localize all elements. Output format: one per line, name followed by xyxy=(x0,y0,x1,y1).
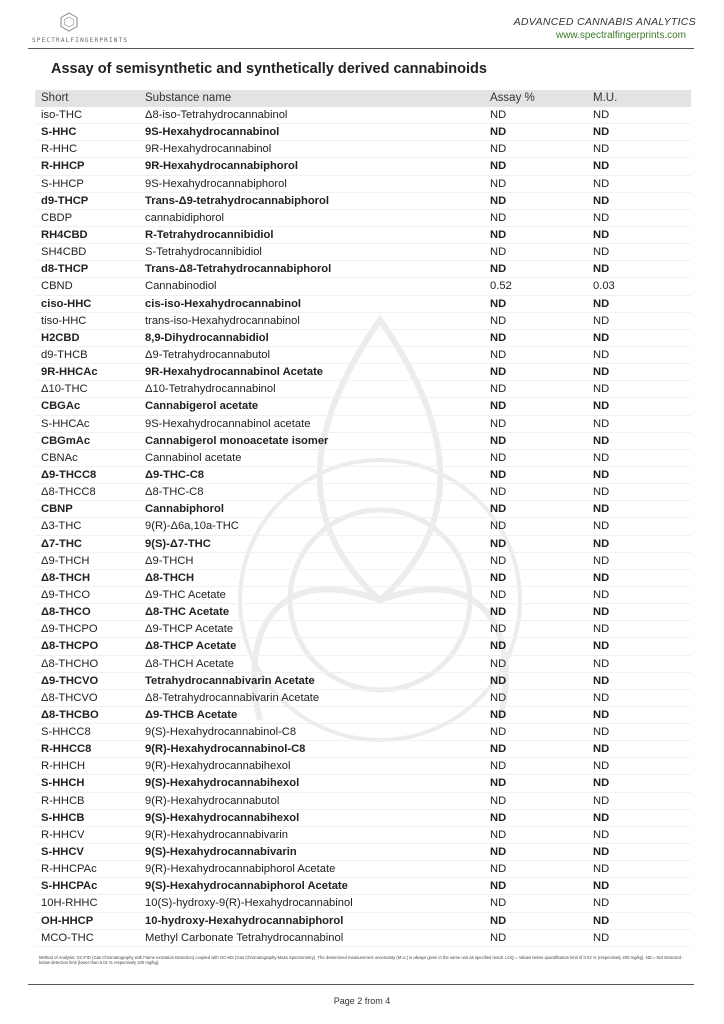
cell-substance-name: Cannabiphorol xyxy=(145,503,224,516)
cell-substance-name: Cannabinodiol xyxy=(145,280,217,293)
cell-short: SH4CBD xyxy=(41,246,87,259)
cell-substance-name: 9(S)-Hexahydrocannabihexol xyxy=(145,811,300,824)
cell-assay: ND xyxy=(490,366,507,379)
cell-short: MCO-THC xyxy=(41,931,94,944)
cell-assay: ND xyxy=(490,811,507,824)
cell-assay: ND xyxy=(490,314,507,327)
cell-substance-name: Δ8-THC Acetate xyxy=(145,606,230,619)
cell-mu: ND xyxy=(593,846,610,859)
cell-short: R-HHCC8 xyxy=(41,743,92,756)
cell-short: Δ10-THC xyxy=(41,383,88,396)
cell-mu: ND xyxy=(593,743,610,756)
cell-assay: ND xyxy=(490,777,507,790)
footer-divider xyxy=(28,984,694,985)
cell-mu: ND xyxy=(593,880,610,893)
table-row xyxy=(35,518,691,535)
table-row xyxy=(35,553,691,570)
column-header-substance: Substance name xyxy=(145,92,232,104)
cell-short: R-HHCH xyxy=(41,760,86,773)
cell-assay: ND xyxy=(490,794,507,807)
cell-assay: ND xyxy=(490,880,507,893)
table-row xyxy=(35,330,691,347)
cell-assay: ND xyxy=(490,109,507,121)
cell-assay: ND xyxy=(490,640,507,653)
table-row xyxy=(35,913,691,930)
cell-short: S-HHCC8 xyxy=(41,726,91,739)
cell-assay: ND xyxy=(490,674,507,687)
cell-mu: ND xyxy=(593,417,610,430)
cell-assay: ND xyxy=(490,160,507,173)
cell-short: RH4CBD xyxy=(41,228,88,241)
cell-mu: ND xyxy=(593,126,610,139)
website-link[interactable]: www.spectralfingerprints.com xyxy=(555,30,686,41)
cell-substance-name: Δ9-THC Acetate xyxy=(145,588,226,601)
cell-assay: ND xyxy=(490,726,507,739)
table-row xyxy=(35,741,691,758)
cell-mu: ND xyxy=(593,246,610,259)
table-row xyxy=(35,244,691,261)
cell-assay: ND xyxy=(490,468,507,481)
cell-substance-name: 9S-Hexahydrocannabiphorol xyxy=(145,177,287,190)
cell-assay: ND xyxy=(490,691,507,704)
cell-mu: ND xyxy=(593,348,610,361)
cell-short: ciso-HHC xyxy=(41,297,92,310)
cell-substance-name: Δ8-THC-C8 xyxy=(145,486,204,499)
cell-substance-name: 9R-Hexahydrocannabinol Acetate xyxy=(145,366,324,379)
cell-assay: ND xyxy=(490,143,507,156)
cell-short: OH-HHCP xyxy=(41,914,94,927)
table-row xyxy=(35,296,691,313)
cell-mu: ND xyxy=(593,760,610,773)
cell-mu: ND xyxy=(593,520,610,533)
table-body xyxy=(35,107,691,947)
column-header-mu: M.U. xyxy=(593,92,618,104)
column-header-assay: Assay % xyxy=(490,92,535,104)
cell-substance-name: Methyl Carbonate Tetrahydrocannabinol xyxy=(145,931,344,944)
cell-mu: ND xyxy=(593,160,610,173)
cell-substance-name: 9R-Hexahydrocannabiphorol xyxy=(145,160,298,173)
cell-substance-name: Trans-Δ9-tetrahydrocannabiphorol xyxy=(145,194,329,207)
table-row xyxy=(35,261,691,278)
cell-assay: ND xyxy=(490,297,507,310)
cell-assay: ND xyxy=(490,588,507,601)
cell-mu: ND xyxy=(593,383,610,396)
cell-short: Δ9-THCC8 xyxy=(41,468,97,481)
cell-substance-name: 9S-Hexahydrocannabinol xyxy=(145,126,280,139)
cell-short: Δ3-THC xyxy=(41,520,82,533)
table-row xyxy=(35,570,691,587)
table-row xyxy=(35,210,691,227)
cell-assay: ND xyxy=(490,897,507,910)
table-row xyxy=(35,450,691,467)
cell-short: R-HHCPAc xyxy=(41,863,97,876)
cell-short: CBNP xyxy=(41,503,73,516)
cell-assay: ND xyxy=(490,434,507,447)
cell-mu: ND xyxy=(593,571,610,584)
table-row xyxy=(35,793,691,810)
cell-substance-name: Δ8-THCH xyxy=(145,571,195,584)
table-row xyxy=(35,810,691,827)
cell-mu: ND xyxy=(593,708,610,721)
cell-mu: ND xyxy=(593,554,610,567)
cell-mu: ND xyxy=(593,468,610,481)
cell-assay: ND xyxy=(490,400,507,413)
cell-mu: ND xyxy=(593,537,610,550)
cell-mu: ND xyxy=(593,143,610,156)
cell-mu: ND xyxy=(593,314,610,327)
cell-substance-name: Δ8-THCP Acetate xyxy=(145,640,237,653)
cell-substance-name: Δ8-THCH Acetate xyxy=(145,657,234,670)
cell-short: CBND xyxy=(41,280,73,293)
table-header xyxy=(35,90,691,107)
table-row xyxy=(35,158,691,175)
cell-substance-name: 9(R)-Hexahydrocannabutol xyxy=(145,794,280,807)
cell-mu: ND xyxy=(593,657,610,670)
cell-short: R-HHCV xyxy=(41,828,85,841)
cell-substance-name: Cannabigerol acetate xyxy=(145,400,259,413)
cell-short: Δ8-THCVO xyxy=(41,691,98,704)
cell-short: Δ9-THCH xyxy=(41,554,90,567)
cell-substance-name: 9(S)-Hexahydrocannabivarin xyxy=(145,846,297,859)
cell-assay: ND xyxy=(490,537,507,550)
page-title: Assay of semisynthetic and synthetically derived cannabinoids xyxy=(51,61,487,77)
table-row xyxy=(35,484,691,501)
table-row xyxy=(35,690,691,707)
cell-short: CBDP xyxy=(41,211,73,224)
cell-assay: ND xyxy=(490,417,507,430)
assay-table xyxy=(35,90,691,947)
table-row xyxy=(35,433,691,450)
cell-mu: ND xyxy=(593,503,610,516)
cell-substance-name: 9S-Hexahydrocannabinol acetate xyxy=(145,417,311,430)
table-row xyxy=(35,416,691,433)
cell-substance-name: 9(R)-Hexahydrocannabihexol xyxy=(145,760,291,773)
cell-mu: ND xyxy=(593,263,610,276)
cell-mu: ND xyxy=(593,606,610,619)
cell-assay: ND xyxy=(490,503,507,516)
cell-assay: ND xyxy=(490,228,507,241)
table-row xyxy=(35,724,691,741)
cell-substance-name: Trans-Δ8-Tetrahydrocannabiphorol xyxy=(145,263,332,276)
cell-short: 10H-RHHC xyxy=(41,897,98,910)
table-row xyxy=(35,861,691,878)
table-row xyxy=(35,124,691,141)
cell-substance-name: cannabidiphorol xyxy=(145,211,224,224)
cell-assay: ND xyxy=(490,348,507,361)
table-row xyxy=(35,827,691,844)
cell-assay: ND xyxy=(490,520,507,533)
cell-mu: ND xyxy=(593,674,610,687)
cell-substance-name: 9(S)-Δ7-THC xyxy=(145,537,211,550)
cell-assay: ND xyxy=(490,486,507,499)
cell-substance-name: 9R-Hexahydrocannabinol xyxy=(145,143,272,156)
cell-assay: ND xyxy=(490,263,507,276)
cell-short: d8-THCP xyxy=(41,263,89,276)
cell-short: tiso-HHC xyxy=(41,314,87,327)
header-divider xyxy=(28,48,694,49)
cell-substance-name: Δ9-THCP Acetate xyxy=(145,623,234,636)
cell-short: S-HHCV xyxy=(41,846,84,859)
table-row xyxy=(35,398,691,415)
cell-short: d9-THCB xyxy=(41,348,88,361)
table-row xyxy=(35,467,691,484)
table-row xyxy=(35,638,691,655)
cell-mu: ND xyxy=(593,691,610,704)
cell-assay: ND xyxy=(490,828,507,841)
cell-substance-name: 8,9-Dihydrocannabidiol xyxy=(145,331,269,344)
cell-assay: ND xyxy=(490,451,507,464)
cell-assay: ND xyxy=(490,743,507,756)
cell-short: Δ7-THC xyxy=(41,537,82,550)
cell-short: d9-THCP xyxy=(41,194,89,207)
cell-assay: ND xyxy=(490,657,507,670)
cell-short: R-HHC xyxy=(41,143,78,156)
cell-mu: ND xyxy=(593,331,610,344)
cell-mu: ND xyxy=(593,177,610,190)
cell-substance-name: 9(S)-Hexahydrocannabiphorol Acetate xyxy=(145,880,348,893)
cell-short: H2CBD xyxy=(41,331,80,344)
cell-mu: ND xyxy=(593,931,610,944)
cell-short: CBNAc xyxy=(41,451,78,464)
method-note: Method of Analysis: GC-FID (Gas Chromatography with Flame Ionization Detection) coupled with GC-MS (Gas Chromatography-Mass Spectrometry). The determined measurement uncertainty (M.U.) is always given in the same unit as specified result. LOQ = Values below quantification limit of 0.02 % (respectively 200 mg/kg). ND = Not Detected - below detection limit (lower than 0.01 % respectively 100 mg/kg). xyxy=(39,955,684,966)
cell-substance-name: S-Tetrahydrocannibidiol xyxy=(145,246,262,259)
table-row xyxy=(35,278,691,295)
cell-assay: ND xyxy=(490,760,507,773)
table-row xyxy=(35,656,691,673)
cell-assay: ND xyxy=(490,194,507,207)
company-name: ADVANCED CANNABIS ANALYTICS xyxy=(513,16,696,28)
table-row xyxy=(35,587,691,604)
cell-assay: ND xyxy=(490,846,507,859)
cell-substance-name: Δ9-Tetrahydrocannabutol xyxy=(145,348,271,361)
cell-short: Δ9-THCVO xyxy=(41,674,99,687)
table-row xyxy=(35,536,691,553)
cell-assay: ND xyxy=(490,606,507,619)
cell-substance-name: Δ9-THC-C8 xyxy=(145,468,205,481)
table-row xyxy=(35,673,691,690)
cell-substance-name: 9(R)-Hexahydrocannabiphorol Acetate xyxy=(145,863,336,876)
cell-mu: ND xyxy=(593,366,610,379)
column-header-short: Short xyxy=(41,92,69,104)
table-row xyxy=(35,227,691,244)
cell-assay: ND xyxy=(490,863,507,876)
cell-short: S-HHC xyxy=(41,126,77,139)
cell-short: S-HHCAc xyxy=(41,417,90,430)
cell-mu: ND xyxy=(593,777,610,790)
cell-substance-name: R-Tetrahydrocannibidiol xyxy=(145,228,274,241)
cell-mu: ND xyxy=(593,794,610,807)
cell-substance-name: 9(R)-Δ6a,10a-THC xyxy=(145,520,239,533)
cell-substance-name: Δ8-Tetrahydrocannabivarin Acetate xyxy=(145,691,320,704)
cell-substance-name: Δ10-Tetrahydrocannabinol xyxy=(145,383,276,396)
cell-mu: ND xyxy=(593,400,610,413)
cell-mu: ND xyxy=(593,228,610,241)
cell-substance-name: Cannabigerol monoacetate isomer xyxy=(145,434,329,447)
cell-substance-name: Δ8-iso-Tetrahydrocannabinol xyxy=(145,109,288,121)
cell-substance-name: Tetrahydrocannabivarin Acetate xyxy=(145,674,315,687)
cell-mu: ND xyxy=(593,451,610,464)
cell-assay: ND xyxy=(490,708,507,721)
cell-short: S-HHCB xyxy=(41,811,85,824)
cell-assay: ND xyxy=(490,246,507,259)
cell-mu: ND xyxy=(593,726,610,739)
table-row xyxy=(35,775,691,792)
cell-mu: ND xyxy=(593,434,610,447)
cell-assay: ND xyxy=(490,383,507,396)
cell-assay: ND xyxy=(490,331,507,344)
table-row xyxy=(35,347,691,364)
cell-short: Δ8-THCPO xyxy=(41,640,99,653)
cell-mu: ND xyxy=(593,811,610,824)
cell-substance-name: 9(R)-Hexahydrocannabinol-C8 xyxy=(145,743,306,756)
cell-mu: ND xyxy=(593,863,610,876)
cell-short: S-HHCP xyxy=(41,177,84,190)
cell-short: iso-THC xyxy=(41,109,83,121)
cell-substance-name: 9(S)-Hexahydrocannabinol-C8 xyxy=(145,726,297,739)
cell-short: Δ9-THCO xyxy=(41,588,91,601)
cell-short: Δ8-THCH xyxy=(41,571,91,584)
cell-short: 9R-HHCAc xyxy=(41,366,98,379)
cell-assay: ND xyxy=(490,126,507,139)
table-row xyxy=(35,604,691,621)
cell-substance-name: Δ9-THCB Acetate xyxy=(145,708,238,721)
cell-substance-name: Δ9-THCH xyxy=(145,554,194,567)
table-row xyxy=(35,193,691,210)
cell-substance-name: 9(S)-Hexahydrocannabihexol xyxy=(145,777,300,790)
cell-assay: ND xyxy=(490,554,507,567)
table-row xyxy=(35,878,691,895)
cell-mu: ND xyxy=(593,109,610,121)
cell-assay: ND xyxy=(490,914,507,927)
cell-substance-name: 10(S)-hydroxy-9(R)-Hexahydrocannabinol xyxy=(145,897,353,910)
cell-assay: ND xyxy=(490,571,507,584)
cell-short: Δ8-THCC8 xyxy=(41,486,96,499)
cell-short: Δ8-THCO xyxy=(41,606,91,619)
cell-mu: ND xyxy=(593,828,610,841)
table-row xyxy=(35,141,691,158)
cell-substance-name: trans-iso-Hexahydrocannabinol xyxy=(145,314,300,327)
page-header xyxy=(0,0,724,52)
cell-short: R-HHCP xyxy=(41,160,85,173)
cell-mu: ND xyxy=(593,623,610,636)
cell-short: R-HHCB xyxy=(41,794,85,807)
table-row xyxy=(35,758,691,775)
cell-short: S-HHCPAc xyxy=(41,880,98,893)
cell-short: CBGAc xyxy=(41,400,81,413)
cell-short: CBGmAc xyxy=(41,434,91,447)
table-row xyxy=(35,930,691,947)
logo-text: SPECTRALFINGERPRINTS xyxy=(32,37,129,44)
cell-short: S-HHCH xyxy=(41,777,85,790)
cell-mu: ND xyxy=(593,640,610,653)
cell-short: Δ9-THCPO xyxy=(41,623,98,636)
logo-mark-icon xyxy=(60,12,78,32)
cell-mu: ND xyxy=(593,914,610,927)
cell-mu: ND xyxy=(593,297,610,310)
table-row xyxy=(35,364,691,381)
cell-assay: ND xyxy=(490,211,507,224)
cell-substance-name: 10-hydroxy-Hexahydrocannabiphorol xyxy=(145,914,344,927)
cell-assay: ND xyxy=(490,931,507,944)
cell-substance-name: cis-iso-Hexahydrocannabinol xyxy=(145,297,302,310)
cell-mu: ND xyxy=(593,588,610,601)
cell-mu: ND xyxy=(593,211,610,224)
table-row xyxy=(35,381,691,398)
cell-mu: ND xyxy=(593,486,610,499)
table-row xyxy=(35,707,691,724)
table-row xyxy=(35,176,691,193)
table-row xyxy=(35,107,691,124)
cell-substance-name: Cannabinol acetate xyxy=(145,451,242,464)
cell-mu: 0.03 xyxy=(593,280,615,293)
table-row xyxy=(35,844,691,861)
table-row xyxy=(35,621,691,638)
cell-assay: 0.52 xyxy=(490,280,512,293)
table-row xyxy=(35,313,691,330)
table-row xyxy=(35,895,691,912)
cell-short: Δ8-THCBO xyxy=(41,708,99,721)
table-row xyxy=(35,501,691,518)
cell-mu: ND xyxy=(593,897,610,910)
cell-assay: ND xyxy=(490,623,507,636)
cell-short: Δ8-THCHO xyxy=(41,657,99,670)
cell-substance-name: 9(R)-Hexahydrocannabivarin xyxy=(145,828,289,841)
cell-assay: ND xyxy=(490,177,507,190)
page-number: Page 2 from 4 xyxy=(333,996,391,1006)
company-logo xyxy=(32,12,129,48)
cell-mu: ND xyxy=(593,194,610,207)
